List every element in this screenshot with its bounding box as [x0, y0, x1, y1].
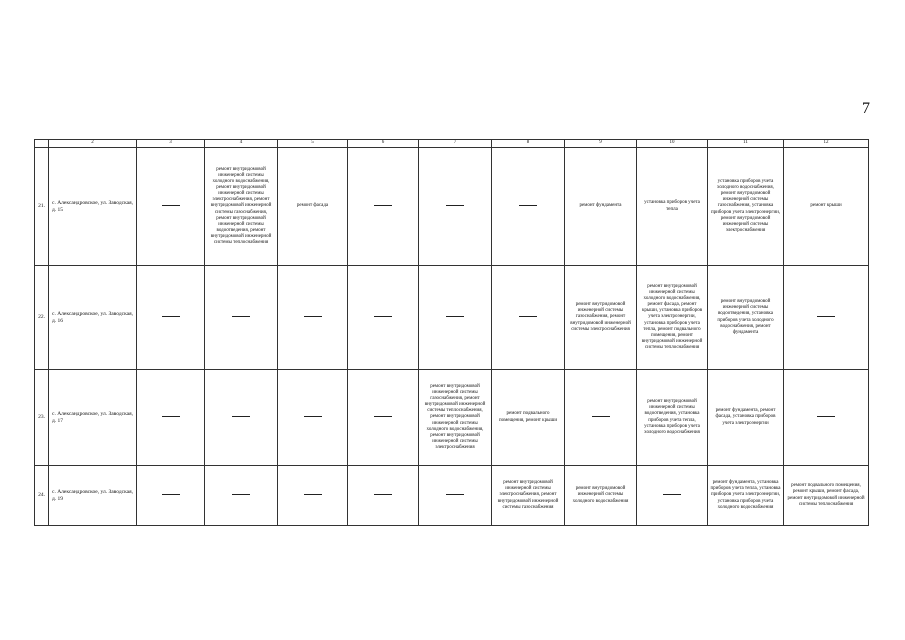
work-cell-c4	[205, 370, 278, 466]
work-cell-c9: ремонт фундамента	[565, 148, 637, 266]
work-cell-c10: ремонт внутридомовой инженерной системы водоотведения, установка приборов учета тепла, установка приборов учета холодного водоснабжения	[637, 370, 708, 466]
table-body	[35, 140, 869, 526]
work-cell-c6	[348, 370, 419, 466]
work-cell-c5	[278, 370, 348, 466]
work-cell-c8: ремонт внутридомовой инженерной системы электроснабжения, ремонт внутридомовой инженерной системы газоснабжения	[492, 466, 565, 526]
work-cell-c11: ремонт фундамента, установка приборов учета тепла, установка приборов учета электроэнергии, установка приборов учета холодного водоснабжения	[708, 466, 784, 526]
table-row	[35, 266, 869, 370]
dash-mark	[304, 316, 322, 317]
work-cell-c12: ремонт крыши	[784, 148, 869, 266]
dash-mark	[663, 494, 681, 495]
work-cell-c12	[784, 370, 869, 466]
dash-mark	[304, 416, 322, 417]
work-cell-c3	[137, 466, 205, 526]
work-cell-c8: ремонт подвального помещения, ремонт крыши	[492, 370, 565, 466]
dash-mark	[232, 494, 250, 495]
work-cell-c4	[205, 266, 278, 370]
work-cell-c12: ремонт подвального помещения, ремонт крыши, ремонт фасада, ремонт внутридомовой инженерной системы теплоснабжения	[784, 466, 869, 526]
work-cell-c8	[492, 266, 565, 370]
column-number: 4	[205, 140, 278, 148]
dash-mark	[519, 316, 537, 317]
work-cell-c11: ремонт внутридомовой инженерной системы водоотведения, установка приборов учета холодного водоснабжения, ремонт фундамента	[708, 266, 784, 370]
dash-mark	[446, 205, 464, 206]
work-cell-c5	[278, 266, 348, 370]
column-number: 10	[637, 140, 708, 148]
column-number: 6	[348, 140, 419, 148]
work-cell-c5: ремонт фасада	[278, 148, 348, 266]
work-cell-c4: ремонт внутридомовой инженерной системы холодного водоснабжения, ремонт внутридомовой инженерной системы электроснабжения, ремонт внутридомовой инженерной системы газоснабжения, ремонт внутридомовой инженерной системы водоотведения, ремонт внутридомовой инженерной системы теплоснабжения	[205, 148, 278, 266]
work-cell-c7: ремонт внутридомовой инженерной системы газоснабжения, ремонт внутридомовой инженерной системы теплоснабжения, ремонт внутридомовой инженерной системы холодного водоснабжения, ремонт внутридомовой инженерной системы электроснабжения	[419, 370, 492, 466]
dash-mark	[519, 205, 537, 206]
work-cell-c6	[348, 148, 419, 266]
table-row	[35, 370, 869, 466]
dash-mark	[374, 316, 392, 317]
column-number: 11	[708, 140, 784, 148]
column-number: 5	[278, 140, 348, 148]
column-number: 3	[137, 140, 205, 148]
work-cell-c3	[137, 148, 205, 266]
dash-mark	[446, 494, 464, 495]
column-number: 7	[419, 140, 492, 148]
table-row	[35, 466, 869, 526]
address-cell: с. Александровское, ул. Заводская, д. 17	[49, 370, 137, 466]
dash-mark	[162, 205, 180, 206]
work-cell-c11: установка приборов учета холодного водоснабжения, ремонт внутридомовой инженерной системы газоснабжения, установка приборов учета электроэнергии, ремонт внутридомовой инженерной системы электроснабжения	[708, 148, 784, 266]
dash-mark	[817, 316, 835, 317]
column-number: 9	[565, 140, 637, 148]
dash-mark	[304, 494, 322, 495]
work-cell-c11: ремонт фундамента, ремонт фасада, установка приборов учета электроэнергии	[708, 370, 784, 466]
work-cell-c9: ремонт внутридомовой инженерной системы холодного водоснабжения	[565, 466, 637, 526]
column-number	[35, 140, 49, 148]
row-number: 21.	[35, 148, 49, 266]
column-number: 8	[492, 140, 565, 148]
row-number: 23.	[35, 370, 49, 466]
column-number: 2	[49, 140, 137, 148]
row-number: 24.	[35, 466, 49, 526]
work-cell-c10: ремонт внутридомовой инженерной системы холодного водоснабжения, ремонт фасада, ремонт крыши, установка приборов учета электроэнергии, установка приборов учета тепла, ремонт подвального помещения, ремонт внутридомовой инженерной системы теплоснабжения	[637, 266, 708, 370]
dash-mark	[592, 416, 610, 417]
work-cell-c3	[137, 370, 205, 466]
dash-mark	[374, 494, 392, 495]
address-cell: с. Александровское, ул. Заводская, д. 19	[49, 466, 137, 526]
dash-mark	[374, 416, 392, 417]
dash-mark	[232, 316, 250, 317]
dash-mark	[232, 416, 250, 417]
work-cell-c9: ремонт внутридомовой инженерной системы газоснабжения, ремонт внутридомовой инженерной системы электроснабжения	[565, 266, 637, 370]
page-number: 7	[862, 100, 870, 117]
dash-mark	[374, 205, 392, 206]
dash-mark	[162, 494, 180, 495]
work-cell-c7	[419, 148, 492, 266]
work-cell-c9	[565, 370, 637, 466]
table-row	[35, 148, 869, 266]
work-cell-c7	[419, 266, 492, 370]
dash-mark	[162, 416, 180, 417]
work-cell-c10	[637, 466, 708, 526]
column-number: 12	[784, 140, 869, 148]
column-number-row	[35, 140, 869, 148]
dash-mark	[817, 416, 835, 417]
repair-schedule-table	[34, 139, 869, 526]
work-cell-c12	[784, 266, 869, 370]
dash-mark	[446, 316, 464, 317]
address-cell: с. Александровское, ул. Заводская, д. 16	[49, 266, 137, 370]
work-cell-c5	[278, 466, 348, 526]
work-cell-c3	[137, 266, 205, 370]
work-cell-c7	[419, 466, 492, 526]
dash-mark	[162, 316, 180, 317]
work-cell-c6	[348, 266, 419, 370]
work-cell-c10: установка приборов учета тепла	[637, 148, 708, 266]
row-number: 22.	[35, 266, 49, 370]
work-cell-c4	[205, 466, 278, 526]
work-cell-c8	[492, 148, 565, 266]
work-cell-c6	[348, 466, 419, 526]
address-cell: с. Александровское, ул. Заводская, д. 15	[49, 148, 137, 266]
